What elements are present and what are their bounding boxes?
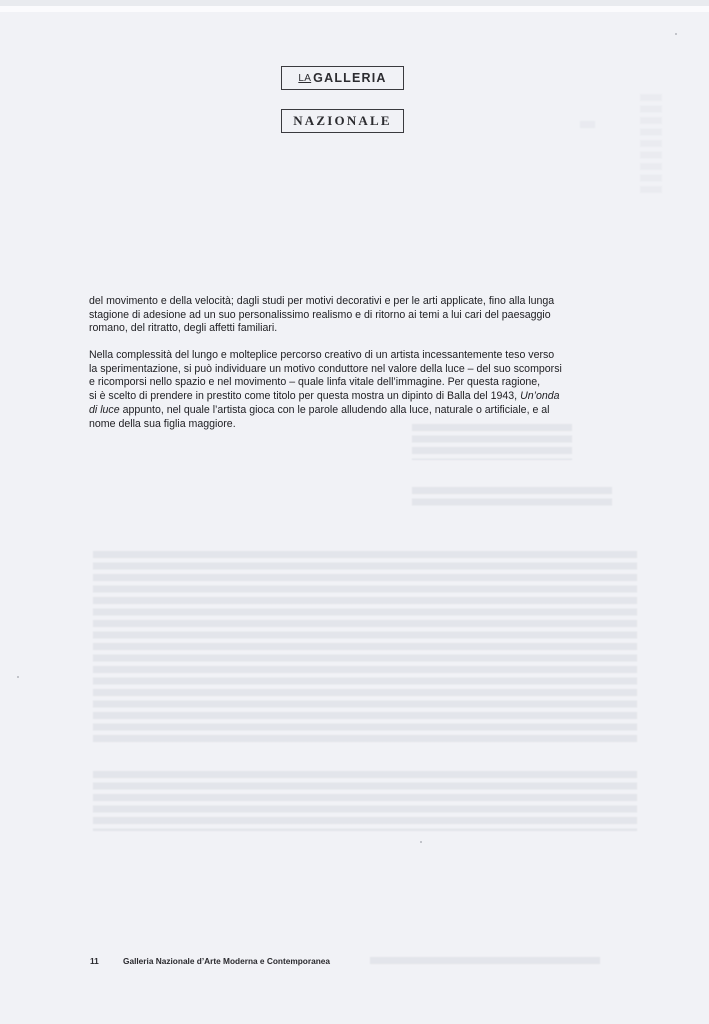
scan-speck: [675, 33, 677, 35]
bleed-through-mark: [580, 121, 595, 129]
text-line: del movimento e della velocità; dagli studi per motivi decorativi e per le arti applicate, fino alla lunga: [89, 295, 555, 307]
page-number: 11: [90, 956, 99, 966]
artwork-title-part2: di luce: [89, 403, 120, 416]
document-page: [0, 6, 709, 1024]
text-line: romano, del ritratto, degli affetti familiari.: [89, 322, 278, 335]
text-line: la sperimentazione, si può individuare un motivo conduttore nel valore della luce – del suo scomporsi: [89, 362, 562, 375]
bleed-through-text: [93, 551, 637, 743]
body-paragraph-1: [89, 295, 674, 336]
text-line: [89, 404, 674, 418]
text-line: [89, 390, 674, 404]
footer-institution: Galleria Nazionale d’Arte Moderna e Contemporanea: [123, 956, 331, 966]
logo-la: LA: [298, 72, 312, 84]
bleed-through-text: [370, 957, 600, 965]
text-segment: appunto, nel quale l’artista gioca con le parole alludendo alla luce, naturale o artificiale, e al: [119, 403, 550, 416]
page-footer: [90, 956, 330, 966]
text-segment: si è scelto di prendere in prestito come titolo per questa mostra un dipinto di Balla del 1943,: [89, 390, 521, 403]
scan-top-edge: [0, 6, 709, 12]
artwork-title-part1: Un’onda: [520, 390, 560, 403]
logo-galleria-box: [281, 66, 404, 90]
scan-speck: [420, 841, 422, 843]
bleed-through-text: [93, 771, 637, 831]
text-line: e ricomporsi nello spazio e nel movimento – quale linfa vitale dell’immagine. Per questa ragione,: [89, 376, 541, 389]
bleed-through-text: [412, 487, 612, 509]
logo-nazionale-box: [281, 109, 404, 133]
scan-speck: [17, 676, 19, 678]
logo-nazionale: NAZIONALE: [293, 113, 392, 128]
bleed-through-mark: [640, 94, 662, 194]
text-line: stagione di adesione ad un suo personalissimo realismo e di ritorno ai temi a lui cari del paesaggio: [89, 308, 551, 321]
logo-galleria: GALLERIA: [313, 71, 387, 85]
body-paragraph-2: [89, 349, 674, 431]
text-line: nome della sua figlia maggiore.: [89, 417, 236, 430]
text-line: Nella complessità del lungo e molteplice percorso creativo di un artista incessantemente teso verso: [89, 349, 555, 361]
